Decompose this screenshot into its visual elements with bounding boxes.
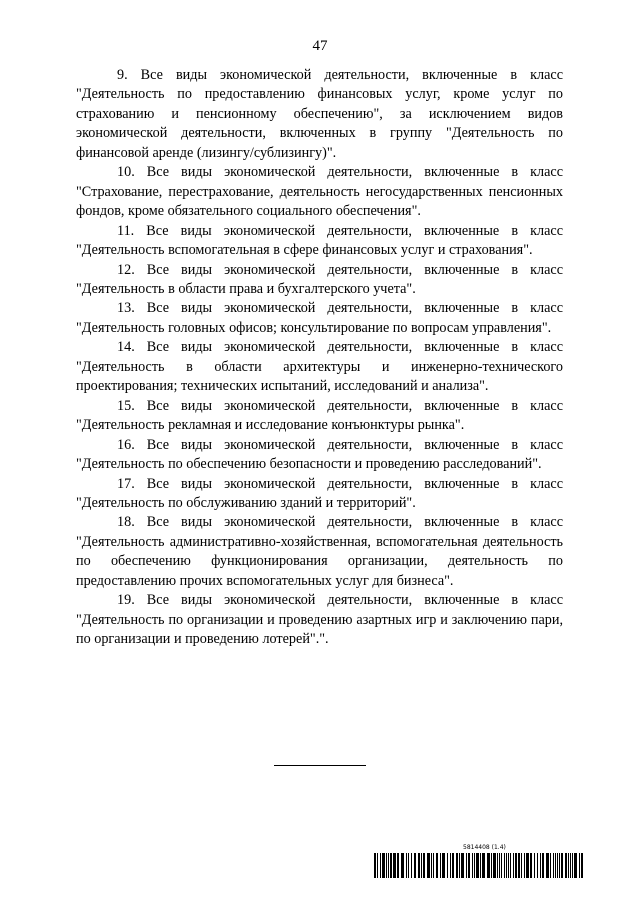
barcode-bar	[521, 853, 522, 878]
barcode-bar	[411, 853, 412, 878]
barcode-bar	[515, 853, 517, 878]
barcode-bar	[408, 853, 409, 878]
barcode-bar	[472, 853, 473, 878]
barcode-bar	[534, 853, 535, 878]
barcode-bar	[518, 853, 520, 878]
paragraph-item-14: 14. Все виды экономической деятельности, включенные в класс "Деятельность в области архитектуры и инженерно-технического проектирования; технических испытаний, исследований и анализа".	[76, 339, 563, 395]
barcode-bar	[553, 853, 554, 878]
barcode-bar	[513, 853, 514, 878]
barcode-bar	[380, 853, 381, 878]
barcode-bar	[450, 853, 451, 878]
end-divider-line	[274, 765, 366, 766]
barcode-bar	[414, 853, 416, 878]
paragraph-item-15: 15. Все виды экономической деятельности, включенные в класс "Деятельность рекламная и исследование конъюнктуры рынка".	[76, 397, 563, 434]
barcode-bar	[442, 853, 445, 878]
barcode-bar	[418, 853, 420, 878]
barcode-bar	[456, 853, 458, 878]
barcode-bar	[482, 853, 485, 878]
paragraph-item-12: 12. Все виды экономической деятельности, включенные в класс "Деятельность в области права и бухгалтерского учета".	[76, 261, 563, 297]
barcode-bar	[459, 853, 460, 878]
barcode-bar	[374, 853, 376, 878]
barcode-bar	[476, 853, 479, 878]
barcode-bar	[499, 853, 500, 878]
barcode-bar	[561, 853, 563, 878]
barcode-bar	[504, 853, 505, 878]
barcode-caption: 5814408 (1.4)	[463, 844, 506, 851]
barcode-bar	[530, 853, 532, 878]
paragraph-item-19: 19. Все виды экономической деятельности, включенные в класс "Деятельность по организации и проведению азартных игр и заключению пари, по организации и проведению лотерей".".	[76, 592, 563, 648]
barcode-bar	[433, 853, 434, 878]
barcode-bar	[497, 853, 498, 878]
document-body	[76, 66, 563, 650]
barcode-bar	[461, 853, 464, 878]
barcode-bar	[550, 853, 551, 878]
barcode-bar	[510, 853, 511, 878]
barcode-bar	[388, 853, 389, 878]
barcode-bar	[540, 853, 541, 878]
barcode-bar	[570, 853, 571, 878]
barcode-bar	[546, 853, 549, 878]
barcode-bar	[480, 853, 481, 878]
barcode-bar	[501, 853, 502, 878]
barcode-bar	[452, 853, 454, 878]
barcode-bar	[493, 853, 496, 878]
barcode-bar	[506, 853, 507, 878]
barcode-bar	[466, 853, 467, 878]
barcode-bar	[401, 853, 404, 878]
barcode-bar	[382, 853, 385, 878]
barcode-bar	[508, 853, 509, 878]
barcode-bar	[568, 853, 569, 878]
barcode-bar	[393, 853, 396, 878]
barcode-bar	[421, 853, 422, 878]
barcode-bar	[377, 853, 378, 878]
barcode-bar	[487, 853, 490, 878]
barcode-bar	[559, 853, 560, 878]
barcode-bar	[542, 853, 544, 878]
paragraph-item-9: 9. Все виды экономической деятельности, включенные в класс "Деятельность по предоставлению финансовых услуг, кроме услуг по страхованию и пенсионному обеспечению", за исключением видов экономической деятельности, включенных в группу "Деятельность по финансовой аренде (лизингу/сублизингу)".	[76, 67, 563, 161]
barcode-bar	[524, 853, 525, 878]
barcode-bar	[491, 853, 492, 878]
paragraph-item-17: 17. Все виды экономической деятельности, включенные в класс "Деятельность по обслуживанию зданий и территорий".	[76, 475, 563, 511]
barcode-bar	[557, 853, 558, 878]
barcode-bar	[397, 853, 399, 878]
barcode-block	[374, 844, 586, 880]
barcode-bar	[447, 853, 448, 878]
paragraph-item-10: 10. Все виды экономической деятельности, включенные в класс "Страхование, перестрахование, деятельность негосударственных пенсионных фондов, кроме обязательного социального обеспечения".	[76, 164, 563, 220]
paragraph-item-16: 16. Все виды экономической деятельности, включенные в класс "Деятельность по обеспечению безопасности и проведению расследований".	[76, 436, 563, 473]
barcode-bar	[474, 853, 475, 878]
barcode-bar	[390, 853, 392, 878]
barcode-bar	[555, 853, 556, 878]
paragraph-item-11: 11. Все виды экономической деятельности, включенные в класс "Деятельность вспомогательная в сфере финансовых услуг и страхования".	[76, 222, 563, 259]
barcode-bar	[431, 853, 432, 878]
barcode-bar	[423, 853, 425, 878]
paragraph-item-18: 18. Все виды экономической деятельности, включенные в класс "Деятельность административно-хозяйственная, вспомогательная деятельность по обеспечению функционирования организации, деятельность по предоставлению прочих вспомогательных услуг для бизнеса".	[76, 514, 563, 589]
barcode-bar	[537, 853, 538, 878]
barcode-image	[374, 853, 586, 878]
barcode-bar	[386, 853, 387, 878]
barcode-bar	[427, 853, 430, 878]
barcode-bar	[526, 853, 529, 878]
barcode-bar	[581, 853, 583, 878]
barcode-bar	[579, 853, 580, 878]
paragraph-item-13: 13. Все виды экономической деятельности, включенные в класс "Деятельность головных офисов; консультирование по вопросам управления".	[76, 300, 563, 336]
barcode-bar	[468, 853, 470, 878]
barcode-bar	[565, 853, 567, 878]
barcode-bar	[436, 853, 438, 878]
barcode-bar	[406, 853, 407, 878]
barcode-bar	[574, 853, 577, 878]
page-number: 47	[312, 38, 328, 54]
barcode-bar	[572, 853, 573, 878]
barcode-bar	[440, 853, 441, 878]
